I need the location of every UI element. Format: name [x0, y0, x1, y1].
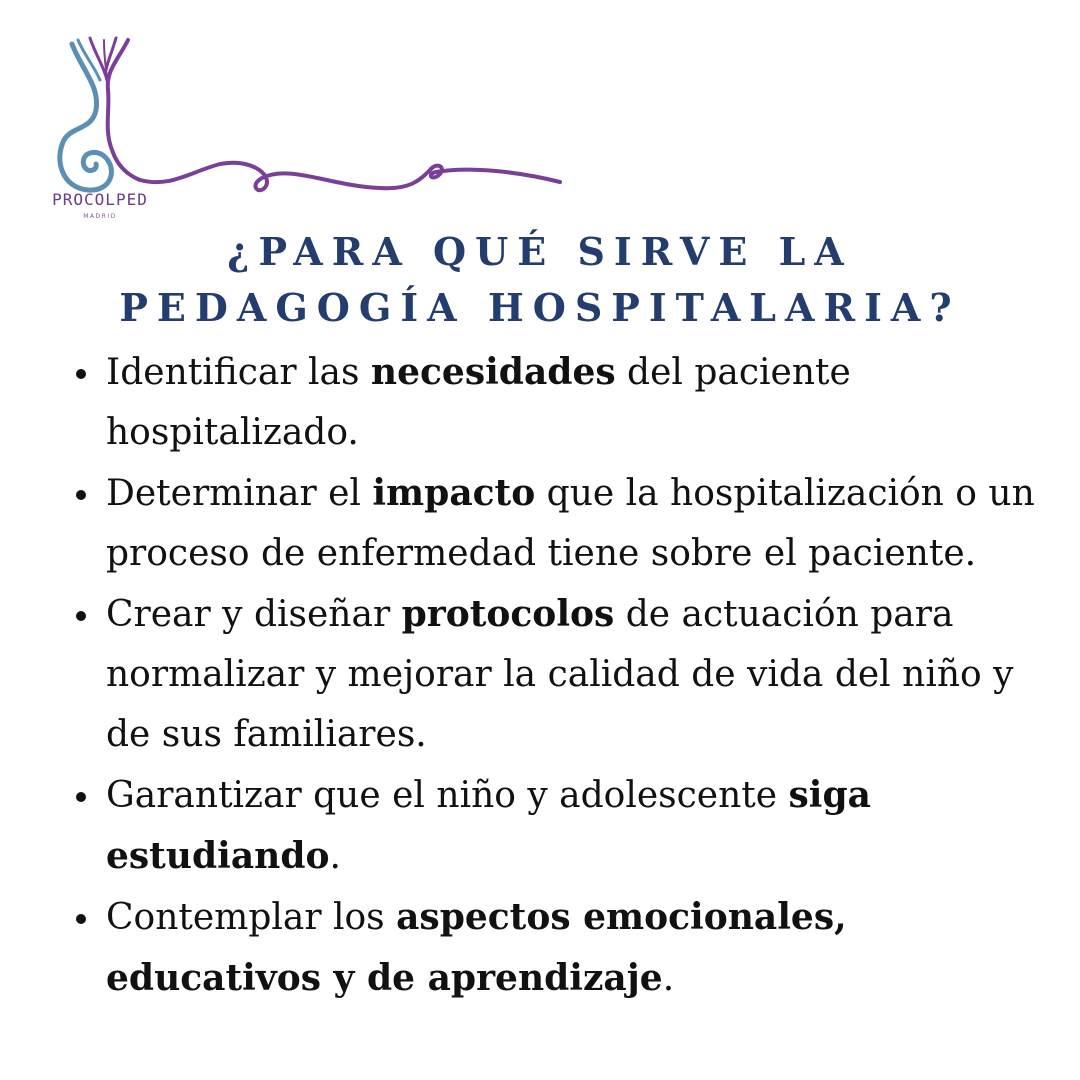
procolped-logo: [0, 0, 600, 240]
list-item: Identificar las necesidades del paciente hospitalizado.: [72, 342, 1052, 463]
bullet-icon: [76, 914, 86, 924]
bullet-icon: [76, 792, 86, 802]
logo-subtitle: MADRID: [83, 213, 117, 220]
bullet-icon: [76, 490, 86, 500]
list-item: Contemplar los aspectos emocionales, educativos y de aprendizaje.: [72, 887, 1052, 1009]
benefits-list: [72, 342, 1052, 1009]
title-line-2: PEDAGOGÍA HOSPITALARIA?: [119, 285, 961, 330]
list-item: Garantizar que el niño y adolescente siga estudiando.: [72, 765, 1052, 887]
logo-name: PROCOLPED: [52, 190, 148, 209]
title-line-1: ¿PARA QUÉ SIRVE LA: [227, 229, 853, 274]
bullet-icon: [76, 369, 86, 379]
list-item: Crear y diseñar protocolos de actuación para normalizar y mejorar la calidad de vida del niño y de sus familiares.: [72, 584, 1052, 765]
bullet-icon: [76, 611, 86, 621]
page-title: [0, 224, 1080, 336]
list-item: Determinar el impacto que la hospitalización o un proceso de enfermedad tiene sobre el paciente.: [72, 463, 1052, 584]
